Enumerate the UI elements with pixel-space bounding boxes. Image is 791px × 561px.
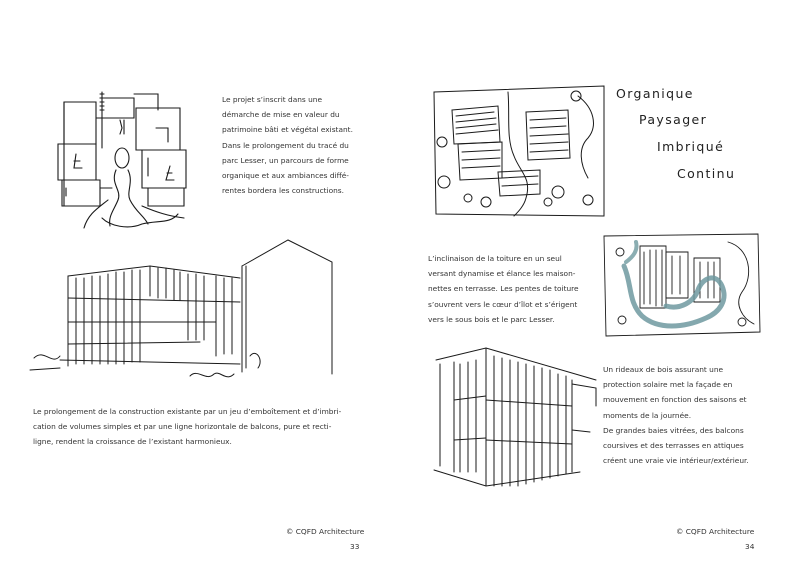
building-perspective-sketch — [30, 236, 340, 396]
text-line: patrimoine bâti et végétal existant. — [222, 125, 353, 135]
left-intro-paragraph — [222, 92, 402, 198]
text-line: organique et aux ambiances diffé- — [222, 171, 349, 181]
keyword-paysager: Paysager — [639, 112, 708, 127]
keyword-imbrique: Imbriqué — [657, 139, 725, 154]
text-line: Le prolongement de la construction existante par un jeu d’emboîtement et d’imbri- — [33, 407, 342, 416]
text-line: Dans le prolongement du tracé du — [222, 140, 349, 150]
text-line: coursives et des terrasses en attiques — [603, 441, 744, 451]
aerial-plan-sketch — [428, 82, 608, 222]
text-line: versant dynamise et élance les maison- — [428, 269, 576, 279]
text-line: vers le sous bois et le parc Lesser. — [428, 314, 555, 324]
text-line: moments de la journée. — [603, 410, 692, 420]
right-facade-paragraph — [603, 362, 773, 468]
landscape-plan-sketch — [602, 232, 762, 338]
right-credit: © CQFD Architecture — [676, 527, 755, 536]
text-line: Le projet s’inscrit dans une — [222, 95, 323, 104]
left-credit: © CQFD Architecture — [286, 527, 365, 536]
text-line: cation de volumes simples et par une ligne horizontale de balcons, pure et recti- — [33, 422, 332, 432]
text-line: Un rideaux de bois assurant une — [603, 365, 724, 374]
text-line: démarche de mise en valeur du — [222, 110, 340, 120]
right-roof-paragraph — [428, 251, 608, 327]
text-line: mouvement en fonction des saisons et — [603, 395, 747, 405]
text-line: nettes en terrasse. Les pentes de toiture — [428, 284, 579, 294]
site-plan-sketch — [38, 88, 208, 238]
text-line: De grandes baies vitrées, des balcons — [603, 425, 744, 435]
keyword-continu: Continu — [677, 166, 736, 181]
text-line: créent une vraie vie intérieur/extérieur. — [603, 456, 749, 466]
text-line: protection solaire met la façade en — [603, 380, 733, 390]
left-page-number: 33 — [350, 542, 360, 551]
right-page-number: 34 — [745, 542, 755, 551]
timber-facade-sketch — [430, 340, 602, 490]
keyword-organique: Organique — [616, 86, 694, 101]
text-line: rentes bordera les constructions. — [222, 186, 344, 196]
left-construction-paragraph — [33, 404, 373, 450]
text-line: s’ouvrent vers le cœur d’îlot et s’érigent — [428, 299, 578, 309]
text-line: L’inclinaison de la toiture en un seul — [428, 254, 562, 263]
text-line: parc Lesser, un parcours de forme — [222, 155, 349, 165]
text-line: ligne, rendent la croissance de l’existant harmonieux. — [33, 437, 232, 447]
